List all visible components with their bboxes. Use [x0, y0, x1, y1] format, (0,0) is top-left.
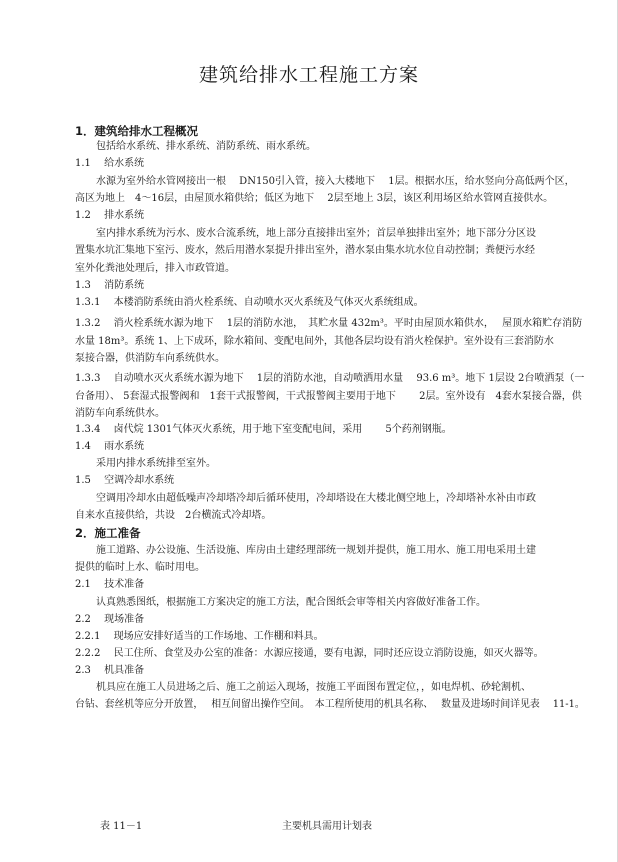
section-heading: 1．建筑给排水工程概况 — [75, 124, 199, 138]
text-line: 2.2.1 现场应安排好适当的工作场地、工作棚和料具。 — [75, 631, 324, 642]
text-line: 室内排水系统为污水、废水合流系统，地上部分直接排出室外；首层单独排出室外；地下部分分区设 — [96, 228, 536, 239]
text-line: 1.1 给水系统 — [75, 158, 145, 169]
text-line: 水量 18m³。系统 1、上下成环，除水箱间、变配电间外，其他各层均设有消火栓保护。室外设有三套消防水 — [75, 336, 554, 347]
text-line: 台钻、套丝机等应分开放置， 相互间留出操作空间。 本工程所使用的机具名称、 数量及进场时间详见表 11-1。 — [75, 699, 585, 710]
text-line: 1.4 雨水系统 — [75, 441, 145, 452]
text-line: 台备用）、 5套湿式报警阀和 1套干式报警阀，干式报警阀主要用于地下 2层。室外设有 4套水泵接合器，供 — [75, 391, 582, 402]
text-line: 室外化粪池处理后，排入市政管道。 — [75, 263, 235, 274]
text-line: 2.1 技术准备 — [75, 579, 145, 590]
text-line: 1.3.1 本楼消防系统由消火栓系统、自动喷水灭火系统及气体灭火系统组成。 — [75, 297, 424, 308]
text-line: 采用内排水系统排至室外。 — [96, 458, 216, 469]
text-line: 2.2.2 民工住所、食堂及办公室的准备：水源应接通，要有电源，同时还应设立消防设施，如灭火器等。 — [75, 648, 544, 659]
text-line: 1.3 消防系统 — [75, 280, 145, 291]
text-line: 认真熟悉图纸，根据施工方案决定的施工方法，配合图纸会审等相关内容做好准备工作。 — [96, 597, 486, 608]
text-line: 机具应在施工人员进场之后、施工之前运入现场，按施工平面图布置定位，，如电焊机、砂轮割机、 — [96, 682, 531, 693]
text-line: 泵接合器，供消防车向系统供水。 — [75, 353, 225, 364]
text-line: 1.3.2 消火栓系统水源为地下 1层的消防水池， 其贮水量 432m³。平时由屋顶水箱供水， 屋顶水箱贮存消防 — [75, 318, 583, 329]
text-line: 水源为室外给水管网接出一根 DN150引入管，接入大楼地下 1层。根据水压，给水竖向分高低两个区， — [96, 176, 575, 187]
text-line: 空调用冷却水由超低噪声冷却塔冷却后循环使用，冷却塔设在大楼北侧空地上，冷却塔补水补由市政 — [96, 493, 536, 504]
text-line: 高区为地上 4～16层，由屋顶水箱供给；低区为地下 2层至地上 3层，该区利用场区给水管网直接供水。 — [75, 193, 554, 204]
text-line: 施工道路、办公设施、生活设施、库房由土建经理部统一规划并提供，施工用水、施工用电采用土建 — [96, 545, 536, 556]
text-line: 2.3 机具准备 — [75, 665, 145, 676]
text-line: 自来水直接供给，共设 2台横流式冷却塔。 — [75, 510, 272, 521]
table-number: 表 11－1 — [100, 821, 143, 832]
text-line: 提供的临时上水、临时用电。 — [75, 562, 205, 573]
section-heading: 2．施工准备 — [75, 526, 141, 540]
text-line: 包括给水系统、排水系统、消防系统、雨水系统。 — [96, 141, 316, 152]
text-line: 置集水坑汇集地下室污、废水，然后用潜水泵提升排出室外，潜水泵由集水坑水位自动控制；粪便污水经 — [75, 245, 535, 256]
text-line: 1.2 排水系统 — [75, 210, 145, 221]
page-title: 建筑给排水工程施工方案 — [198, 64, 419, 86]
text-line: 2.2 现场准备 — [75, 614, 145, 625]
text-line: 1.3.4 卤代烷 1301气体灭火系统，用于地下室变配电间，采用 5个药剂钢瓶。 — [75, 424, 452, 435]
table-title: 主要机具需用计划表 — [282, 821, 372, 832]
text-line: 消防车向系统供水。 — [75, 408, 165, 419]
text-line: 1.3.3 自动喷水灭火系统水源为地下 1层的消防水池，自动喷洒用水量 93.6 m³。地下 1层设 2台喷洒泵（一 — [75, 373, 585, 384]
text-line: 1.5 空调冷却水系统 — [75, 475, 175, 486]
